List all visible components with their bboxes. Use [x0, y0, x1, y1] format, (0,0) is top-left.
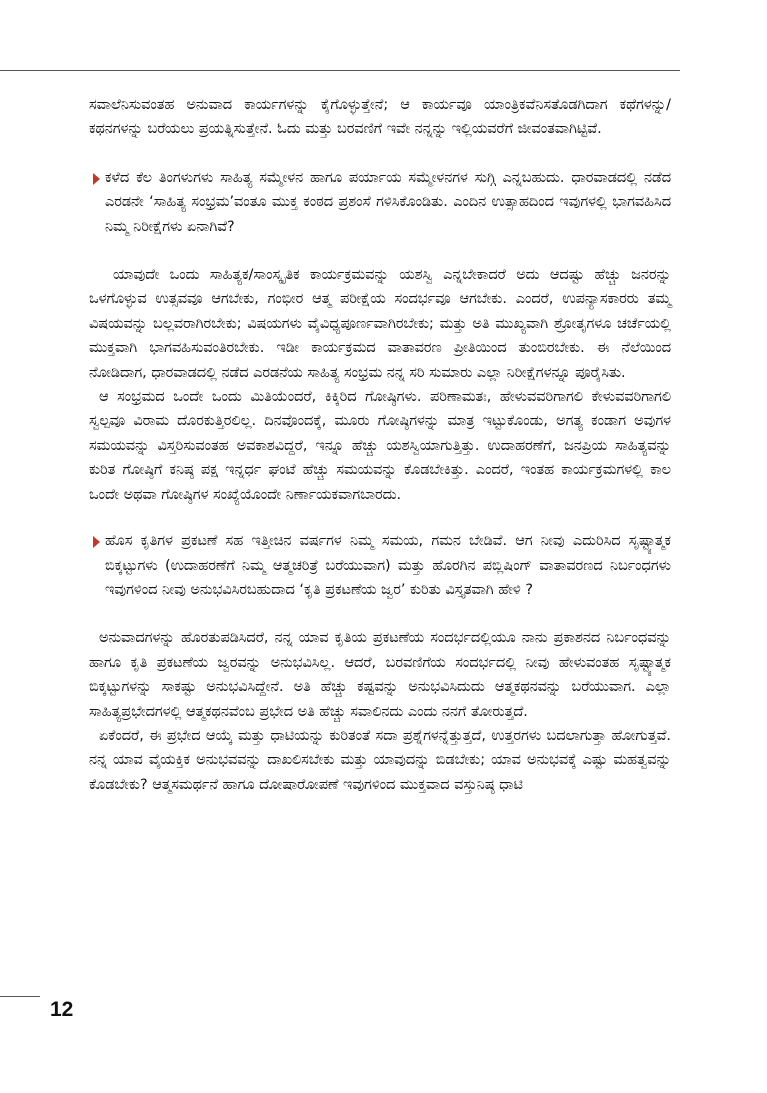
interview-question: [89, 166, 671, 239]
triangle-bullet-icon: [93, 536, 100, 548]
page-number: 12: [50, 998, 74, 1021]
answer-paragraph: ಏಕೆಂದರೆ, ಈ ಪ್ರಭೇದ ಆಯ್ಕೆ ಮತ್ತು ಧಾಟಿಯನ್ನು ಕುರಿತಂತೆ ಸದಾ ಪ್ರಶ್ನೆಗಳನ್ನೆತ್ತುತ್ತದೆ, ಉತ್ತರಗಳು ಬದಲಾಗುತ್ತಾ ಹೋಗುತ್ತವೆ. ನನ್ನ ಯಾವ ವೈಯಕ್ತಿಕ ಅನುಭವವನ್ನು ದಾಖಲಿಸಬೇಕು ಮತ್ತು ಯಾವುದನ್ನು ಬಿಡಬೇಕು; ಯಾವ ಅನುಭವಕ್ಕೆ ಎಷ್ಟು ಮಹತ್ವವನ್ನು ಕೊಡಬೇಕು? ಆತ್ಮಸಮರ್ಥನೆ ಹಾಗೂ ದೋಷಾರೋಪಣೆ ಇವುಗಳಿಂದ ಮುಕ್ತವಾದ ವಸ್ತುನಿಷ್ಠ ಧಾಟಿ: [89, 727, 671, 793]
header-rule: [0, 70, 680, 71]
interview-question: [89, 529, 671, 602]
answer-paragraph: ಸವಾಲೆನಿಸುವಂತಹ ಅನುವಾದ ಕಾರ್ಯಗಳನ್ನು ಕೈಗೊಳ್ಳುತ್ತೇನೆ; ಆ ಕಾರ್ಯವೂ ಯಾಂತ್ರಿಕವೆನಿಸತೊಡಗಿದಾಗ ಕಥೆಗಳನ್ನು/ ಕಥನಗಳನ್ನು ಬರೆಯಲು ಪ್ರಯತ್ನಿಸುತ್ತೇನೆ. ಓದು ಮತ್ತು ಬರವಣಿಗೆ ಇವೇ ನನ್ನನ್ನು ಇಲ್ಲಿಯವರೆಗೆ ಜೀವಂತವಾಗಿಟ್ಟಿವೆ.: [89, 97, 671, 138]
triangle-bullet-icon: [93, 173, 100, 185]
question-text: ಹೊಸ ಕೃತಿಗಳ ಪ್ರಕಟಣೆ ಸಹ ಇತ್ತೀಚಿನ ವರ್ಷಗಳ ನಿಮ್ಮ ಸಮಯ, ಗಮನ ಬೇಡಿವೆ. ಆಗ ನೀವು ಎದುರಿಸಿದ ಸೃಷ್ಟ್ಯಾತ್ಮಕ ಬಿಕ್ಕಟ್ಟುಗಳು (ಉದಾಹರಣೆಗೆ ನಿಮ್ಮ ಆತ್ಮಚರಿತ್ರೆ ಬರೆಯುವಾಗ) ಮತ್ತು ಹೊರಗಿನ ಪಬ್ಲಿಷಿಂಗ್ ವಾತಾವರಣದ ನಿರ್ಬಂಧಗಳು ಇವುಗಳಿಂದ ನೀವು ಅನುಭವಿಸಿರಬಹುದಾದ ‘ಕೃತಿ ಪ್ರಕಟಣೆಯ ಜ್ವರ’ ಕುರಿತು ವಿಸ್ತೃತವಾಗಿ ಹೇಳಿ ?: [105, 533, 671, 598]
answer-paragraph: ಅನುವಾದಗಳನ್ನು ಹೊರತುಪಡಿಸಿದರೆ, ನನ್ನ ಯಾವ ಕೃತಿಯ ಪ್ರಕಟಣೆಯ ಸಂದರ್ಭದಲ್ಲಿಯೂ ನಾನು ಪ್ರಕಾಶನದ ನಿರ್ಬಂಧವನ್ನು ಹಾಗೂ ಕೃತಿ ಪ್ರಕಟಣೆಯ ಜ್ವರವನ್ನು ಅನುಭವಿಸಿಲ್ಲ. ಆದರೆ, ಬರವಣಿಗೆಯ ಸಂದರ್ಭದಲ್ಲಿ ನೀವು ಹೇಳುವಂತಹ ಸೃಷ್ಟ್ಯಾತ್ಮಕ ಬಿಕ್ಕಟ್ಟುಗಳನ್ನು ಸಾಕಷ್ಟು ಅನುಭವಿಸಿದ್ದೇನೆ. ಅತಿ ಹೆಚ್ಚು ಕಷ್ಟವನ್ನು ಅನುಭವಿಸಿದುದು ಆತ್ಮಕಥನವನ್ನು ಬರೆಯುವಾಗ. ಎಲ್ಲಾ ಸಾಹಿತ್ಯಪ್ರಭೇದಗಳಲ್ಲಿ ಆತ್ಮಕಥನವೆಂಬ ಪ್ರಭೇದ ಅತಿ ಹೆಚ್ಚು ಸವಾಲಿನದು ಎಂದು ನನಗೆ ತೋರುತ್ತದೆ.: [89, 630, 671, 720]
answer-paragraph: ಯಾವುದೇ ಒಂದು ಸಾಹಿತ್ಯಕ/ಸಾಂಸ್ಕೃತಿಕ ಕಾರ್ಯಕ್ರಮವನ್ನು ಯಶಸ್ವಿ ಎನ್ನಬೇಕಾದರೆ ಅದು ಆದಷ್ಟು ಹೆಚ್ಚು ಜನರನ್ನು ಒಳಗೊಳ್ಳುವ ಉತ್ಸವವೂ ಆಗಬೇಕು, ಗಂಭೀರ ಆತ್ಮ ಪರೀಕ್ಷೆಯ ಸಂದರ್ಭವೂ ಆಗಬೇಕು. ಎಂದರೆ, ಉಪನ್ಯಾಸಕಾರರು ತಮ್ಮ ವಿಷಯವನ್ನು ಬಲ್ಲವರಾಗಿರಬೇಕು; ವಿಷಯಗಳು ವೈವಿಧ್ಯಪೂರ್ಣವಾಗಿರಬೇಕು; ಮತ್ತು ಅತಿ ಮುಖ್ಯವಾಗಿ ಶ್ರೋತೃಗಳೂ ಚರ್ಚೆಯಲ್ಲಿ ಮುಕ್ತವಾಗಿ ಭಾಗವಹಿಸುವಂತಿರಬೇಕು. ಇಡೀ ಕಾರ್ಯಕ್ರಮದ ವಾತಾವರಣ ಪ್ರೀತಿಯಿಂದ ತುಂಬಿರಬೇಕು. ಈ ನೆಲೆಯಿಂದ ನೋಡಿದಾಗ, ಧಾರವಾಡದಲ್ಲಿ ನಡೆದ ಎರಡನೆಯ ಸಾಹಿತ್ಯ ಸಂಭ್ರಮ ನನ್ನ ಸರಿ ಸುಮಾರು ಎಲ್ಲಾ ನಿರೀಕ್ಷೆಗಳನ್ನೂ ಪೂರೈಸಿತು.: [89, 267, 671, 381]
footer-rule: [0, 996, 40, 997]
answer-paragraph: ಆ ಸಂಭ್ರಮದ ಒಂದೇ ಒಂದು ಮಿತಿಯೆಂದರೆ, ಕಿಕ್ಕಿರಿದ ಗೋಷ್ಠಿಗಳು. ಪರಿಣಾಮತಃ, ಹೇಳುವವರಿಗಾಗಲಿ ಕೇಳುವವರಿಗಾಗಲಿ ಸ್ವಲ್ಪವೂ ವಿರಾಮ ದೊರಕುತ್ತಿರಲಿಲ್ಲ. ದಿನವೊಂದಕ್ಕೆ, ಮೂರು ಗೋಷ್ಠಿಗಳನ್ನು ಮಾತ್ರ ಇಟ್ಟುಕೊಂಡು, ಅಗತ್ಯ ಕಂಡಾಗ ಅವುಗಳ ಸಮಯವನ್ನು ವಿಸ್ತರಿಸುವಂತಹ ಅವಕಾಶವಿದ್ದರೆ, ಇನ್ನೂ ಹೆಚ್ಚು ಯಶಸ್ವಿಯಾಗುತ್ತಿತ್ತು. ಉದಾಹರಣೆಗೆ, ಜನಪ್ರಿಯ ಸಾಹಿತ್ಯವನ್ನು ಕುರಿತ ಗೋಷ್ಠಿಗೆ ಕನಿಷ್ಠ ಪಕ್ಷ ಇನ್ನರ್ಧ ಘಂಟೆ ಹೆಚ್ಚು ಸಮಯವನ್ನು ಕೊಡಬೇಕಿತ್ತು. ಎಂದರೆ, ಇಂತಹ ಕಾರ್ಯಕ್ರಮಗಳಲ್ಲಿ ಕಾಲ ಒಂದೇ ಅಥವಾ ಗೋಷ್ಠಿಗಳ ಸಂಖ್ಯೆಯೊಂದೇ ನಿರ್ಣಾಯಕವಾಗಬಾರದು.: [89, 389, 671, 503]
question-text: ಕಳೆದ ಕೆಲ ತಿಂಗಳುಗಳು ಸಾಹಿತ್ಯ ಸಮ್ಮೇಳನ ಹಾಗೂ ಪರ್ಯಾಯ ಸಮ್ಮೇಳನಗಳ ಸುಗ್ಗಿ ಎನ್ನಬಹುದು. ಧಾರವಾಡದಲ್ಲಿ ನಡೆದ ಎರಡನೇ ‘ಸಾಹಿತ್ಯ ಸಂಭ್ರಮ’ವಂತೂ ಮುಕ್ತ ಕಂಠದ ಪ್ರಶಂಸೆ ಗಳಿಸಿಕೊಂಡಿತು. ಎಂದಿನ ಉತ್ಸಾಹದಿಂದ ಇವುಗಳಲ್ಲಿ ಭಾಗವಹಿಸಿದ ನಿಮ್ಮ ನಿರೀಕ್ಷೆಗಳು ಏನಾಗಿವೆ?: [105, 169, 671, 235]
page-body: [89, 93, 671, 797]
